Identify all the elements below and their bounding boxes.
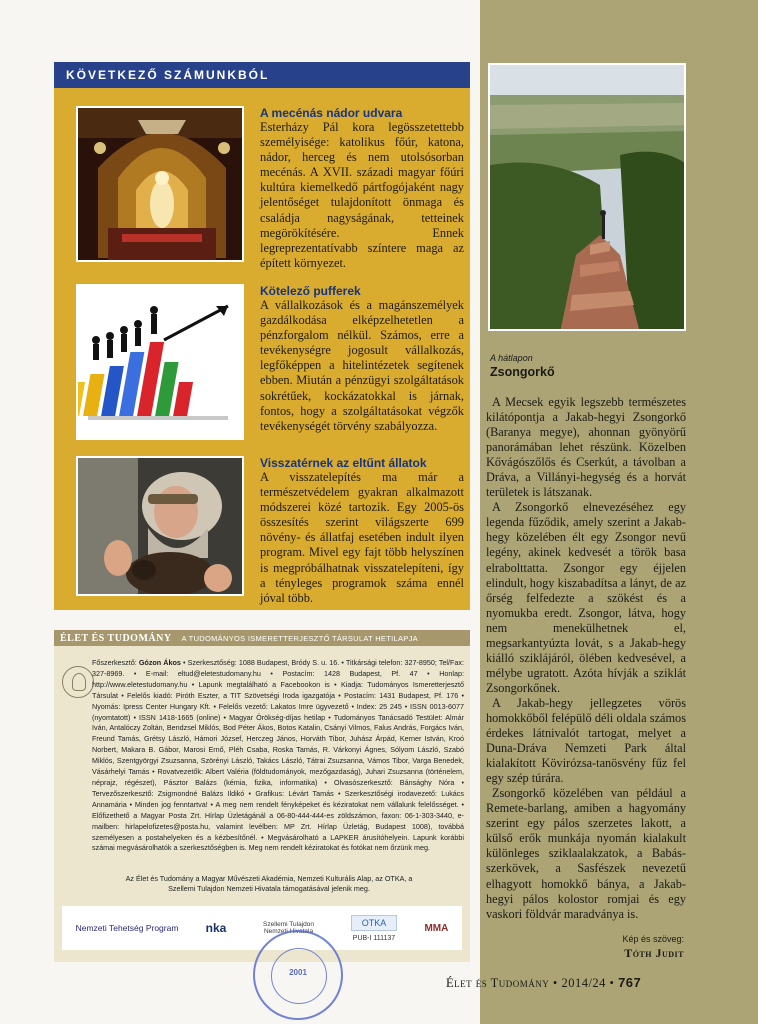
article-pufferek <box>54 282 470 447</box>
paragraph: A Mecsek egyik legszebb természetes kilátópontja a Jakab-hegyi Zsongorkő (Baranya megye), ahonnan gyönyörű panorámában lehet részünk. Közelben Kővágószőlős és Cserkút, a távolban a Dráva, a Villányi-hegység és a horvát területek is látszanak. <box>486 395 686 500</box>
library-stamp <box>253 930 343 1020</box>
back-cover-label: A hátlapon <box>490 353 533 363</box>
tit-emblem-icon <box>62 666 94 698</box>
article-title: Visszatérnek az eltűnt állatok <box>260 456 427 470</box>
editor-in-chief: Gózon Ákos <box>138 658 181 667</box>
masthead-bar <box>54 630 470 646</box>
paragraph: A Zsongorkő elnevezéséhez egy legenda fűződik, amely szerint a Jakab-hegy közelében élt egy Zsongor nevű legény, akinek kedvesét a török basa elrabolttatta. Zsongor egy éjjelen elindult, hogy kiszabadítsa a lányt, de az őrség felfedezte a szökést és a nyomukba eredt. Zsongor, látva, hogy nem menekülhetnek el, megsarkantyúzta lovát, s a Jakab-hegy kiálló sziklájáról, ölében kedvesével, a mélybe ugratott. Azóta hívják a sziklát Zsongorkőnek. <box>486 500 686 695</box>
chapel-altar-photo <box>76 106 244 262</box>
sztnh-logo: Szellemi Tulajdon Nemzeti Hivatala <box>263 921 314 935</box>
credit-label: Kép és szöveg: <box>622 934 684 944</box>
issue-number: 2014/24 <box>561 976 606 990</box>
nka-logo: nka <box>205 921 227 935</box>
pub-number: PUB-I 111137 <box>352 934 396 942</box>
business-growth-chart-illustration <box>76 284 244 440</box>
masthead-tagline: A TUDOMÁNYOS ISMERETTERJESZTŐ TÁRSULAT HETILAPJA <box>181 633 418 643</box>
article-body: A visszatelepítés ma már a természetvédelem gyakran alkalmazott módszerei közé tartozik. Egy 2005-ös összesítés szerint világszerte 699 növény- és állatfaj esetében indult ilyen program. Mivel egy fajt több helyszínen is megpróbálhatnak visszatelepíteni, így a tényleges programok száma ennél jóval több. <box>260 470 464 605</box>
article-title: A mecénás nádor udvara <box>260 106 403 120</box>
article-body: Esterházy Pál kora legösszetettebb személyisége: katolikus főúr, katona, nádor, herceg és nem utolsósorban mecénás. A XVII. századi magyar főúri kultúra kiemelkedő pártfogójaként nagy jelentőséget tulajdonított önmaga és családja nagyságának, tetteinek megörökítésére. Ennek legreprezentatívabb színtere maga az épített környezet. <box>260 120 464 270</box>
masthead-credits: Főszerkesztő: Gózon Ákos • Szerkesztőség: 1088 Budapest, Bródy S. u. 16. • Titkársági telefon: 327-8950; Tel/Fax: 327-8969. • E-mail: eltud@eletestudomany.hu • Postacím: 1428 Budapest, Pf. 47 • Honlap: http://www.eletestudomany.hu • Lapunk megtalálható a Facebookon is • Kiadja: Tudományos Ismeretterjesztő Társulat • Felelős kiadó: Piróth Eszter, a TIT Szövetségi Iroda igazgatója • Postacím: 1431 Budapest, Pf. 176 • Nyomás: Ipress Center Hungary Kft. • Felelős vezető: Lakatos Imre ügyvezető • Index: 25 245 • ISSN 0013-6077 (nyomtatott) • ISSN 1418-1665 (online) • Magyar Örökség-díjas hetilap • Tudományos Tanácsadó Testület: Almár Iván, Antalóczy Zoltán, Bendzsel Miklós, Bod Péter Ákos, Botos Katalin, Csányi Vilmos, Falus András, Forgács Iván, Freund Tamás, Grétsy László, Hámori József, Herczeg János, Horváth Tibor, Juhász Árpád, Kerner István, Kroó Norbert, Makara B. Gábor, Marosi Ernő, Pléh Csaba, Roska Tamás, R. Várkonyi Ágnes, Sólyom László, Szabó Miklós, Szentgyörgyi Zsuzsanna, Szörényi László, Takács László, Tátrai Zsuzsanna, Vámos Tibor, Varga Benedek, Vásárhelyi Tamás • Rovatvezetők: Albert Valéria (földtudományok, mezőgazdaság), Juhari Zsuzsanna (történelem, néprajz, régészet), Pásztor Balázs (kémia, fizika, informatika) • Olvasószerkesztő: Bánsághy Nóra • Tervezőszerkesztő: Zsigmondné Balázs Ildikó • Grafikus: Lévárt Tamás • Szerkesztőségi irodavezető: Lukács Annamária • Minden jog fenntartva! • A meg nem rendelt fényképeket és kéziratokat nem vállalunk felelősséget. • Előfizethető a Magyar Posta Zrt. Hírlap Üzletágánál a 06-80-444-444-es zöldszámon, faxon: 06-1-303-3440, e-mailben: hirlapelofizetes@posta.hu, valamint levélben: MP Zrt. Hírlap Üzletág, Budapest 1008), továbbá személyesen a postahelyeken és a kézbesítőnél. • Megvásárolható a LAPKER árusítóhelyein. Lapunk korábbi számai megvásárolhatók a szerkesztőségben is. Meg nem rendelt kéziratokat és fotókat nem őrzünk meg. <box>92 658 465 853</box>
next-issue-box <box>54 62 470 610</box>
sponsor-logos <box>62 906 462 950</box>
article-allatok <box>54 454 470 604</box>
otka-logo: OTKA <box>351 915 398 931</box>
support-note: Az Élet és Tudomány a Magyar Művészeti Akadémia, Nemzeti Kulturális Alap, az OTKA, a Szellemi Tulajdon Nemzeti Hivatala támogatásával jelenik meg. <box>125 874 413 893</box>
magazine-logo: ÉLET ÉS TUDOMÁNY <box>60 632 172 644</box>
masthead-box <box>54 630 470 962</box>
article-title: Kötelező pufferek <box>260 284 361 298</box>
page-number: 767 <box>618 975 642 990</box>
magazine-name: Élet és Tudomány <box>446 976 550 990</box>
article-mecenas <box>54 104 470 274</box>
stamp-year: 2001 <box>289 968 307 977</box>
article-body: A vállalkozások és a magánszemélyek gazdálkodása elképzelhetetlen a pénzforgalom nélkül. Számos, erre a tevékenységre jogosult vállalkozás, legfőképpen a hitelintézetek segítenek ebben. Miután a pénzügyi szolgáltatások sokrétűek, kockázatokkal is járnak, fontos, hogy a szolgáltatásokat végzők tevékenységét törvény szabályozza. <box>260 298 464 433</box>
mma-logo: MMA <box>424 922 449 934</box>
back-cover-title: Zsongorkő <box>490 365 555 379</box>
paragraph: Zsongorkő közelében van például a Remete-barlang, amiben a hagyomány szerint egy pálos szerzetes lakott, a külső erők munkája nyomán kialakult különleges sziklaalakzatok, a Babás-szerkövek, a Sasfészek nevezetű elhagyott homokkő bánya, a Jakab-hegyi pálos kolostor romjai és egy vaskori földvár maradványa is. <box>486 786 686 921</box>
page-footer: Élet és Tudomány • 2014/24 • 767 <box>446 975 642 990</box>
paragraph: A Jakab-hegy jellegzetes vörös homokkőből felépülő déli oldala számos érdekes látnivalót tartogat, melyet a Duna-Dráva Nemzeti Park által kialakított Kövirózsa-tanösvény fűz fel egy szép túrára. <box>486 695 686 786</box>
credit-author: Tóth Judit <box>624 946 684 960</box>
beaver-researcher-photo <box>76 456 244 596</box>
next-issue-header: KÖVETKEZŐ SZÁMUNKBÓL <box>54 62 470 88</box>
zsongorko-landscape-photo <box>488 63 686 331</box>
tehetseg-program-logo: Nemzeti Tehetség Program <box>75 923 179 933</box>
back-cover-text <box>486 395 686 922</box>
